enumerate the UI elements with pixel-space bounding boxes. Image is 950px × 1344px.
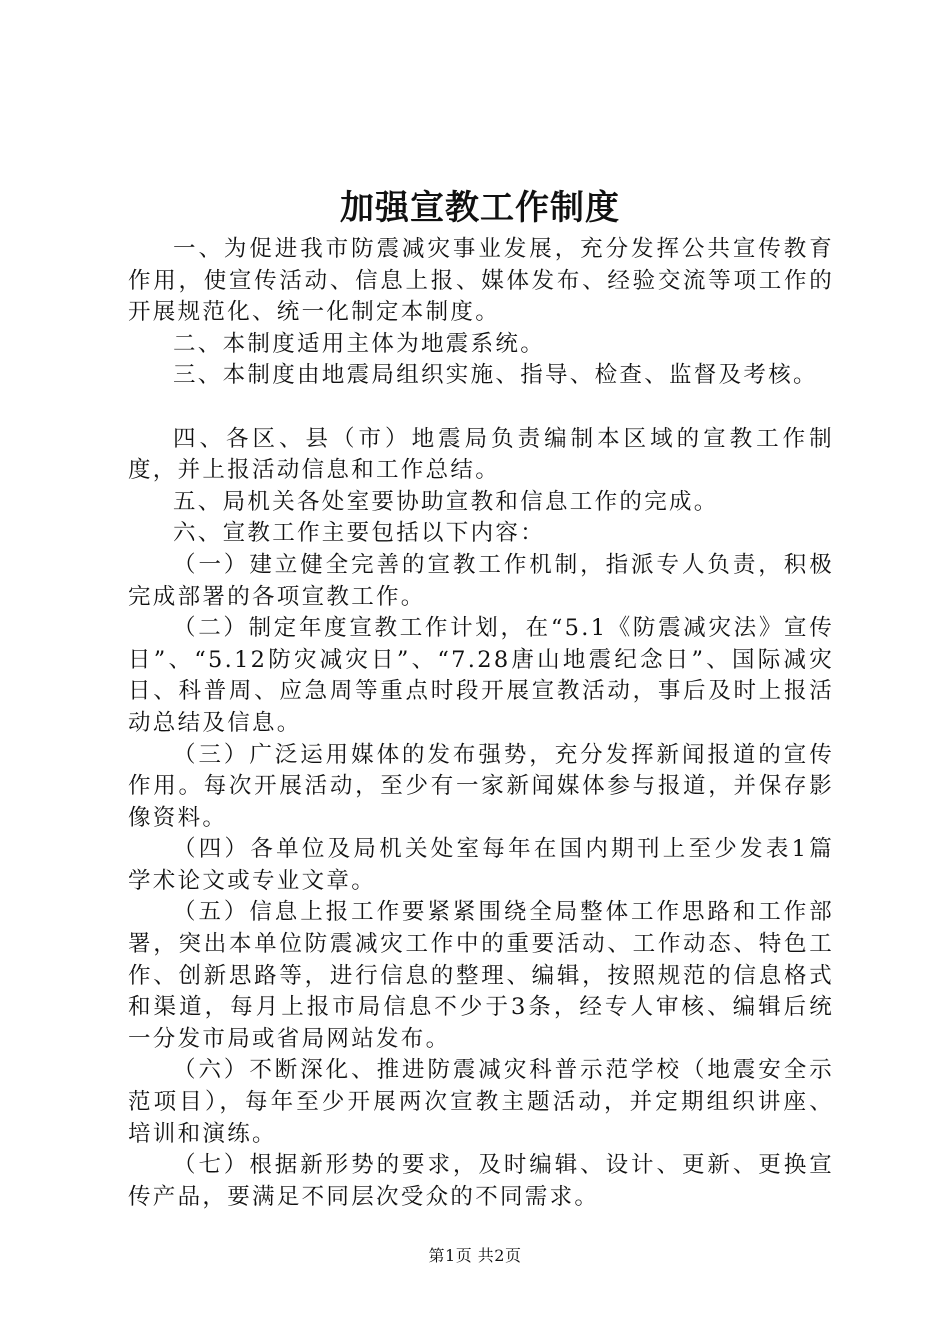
paragraph-3: 三、本制度由地震局组织实施、指导、检查、监督及考核。 xyxy=(173,362,818,389)
paragraph-1: 一、为促进我市防震减灾事业发展，充分发挥公共宣传教育作用，使宣传活动、信息上报、媒体发布、经验交流等项工作的开展规范化、统一化制定本制度。 xyxy=(128,236,834,326)
paragraph-6: 六、宣教工作主要包括以下内容： xyxy=(173,520,546,547)
paragraph-10: （四）各单位及局机关处室每年在国内期刊上至少发表1篇学术论文或专业文章。 xyxy=(128,836,834,894)
paragraph-12: （六）不断深化、推进防震减灾科普示范学校（地震安全示范项目），每年至少开展两次宣教主题活动，并定期组织讲座、培训和演练。 xyxy=(128,1057,834,1147)
paragraph-9: （三）广泛运用媒体的发布强势，充分发挥新闻报道的宣传作用。每次开展活动，至少有一家新闻媒体参与报道，并保存影像资料。 xyxy=(128,741,834,831)
paragraph-5: 五、局机关各处室要协助宣教和信息工作的完成。 xyxy=(173,488,719,515)
document-body xyxy=(128,234,834,1213)
paragraph-2: 二、本制度适用主体为地震系统。 xyxy=(173,330,546,357)
paragraph-8: （二）制定年度宣教工作计划，在“5.1《防震减灾法》宣传日”、“5.12防灾减灾日”、“7.28唐山地震纪念日”、国际减灾日、科普周、应急周等重点时段开展宣教活动，事后及时上报活动总结及信息。 xyxy=(128,615,834,736)
page-number: 第1页 共2页 xyxy=(428,1246,522,1265)
paragraph-4: 四、各区、县（市）地震局负责编制本区域的宣教工作制度，并上报活动信息和工作总结。 xyxy=(128,425,834,484)
paragraph-13: （七）根据新形势的要求，及时编辑、设计、更新、更换宣传产品，要满足不同层次受众的不同需求。 xyxy=(128,1152,834,1210)
paragraph-11: （五）信息上报工作要紧紧围绕全局整体工作思路和工作部署，突出本单位防震减灾工作中的重要活动、工作动态、特色工作、创新思路等，进行信息的整理、编辑，按照规范的信息格式和渠道，每月上报市局信息不少于3条，经专人审核、编辑后统一分发市局或省局网站发布。 xyxy=(128,899,834,1052)
paragraph-7: （一）建立健全完善的宣教工作机制，指派专人负责，积极完成部署的各项宣教工作。 xyxy=(128,551,834,610)
document-title: 加强宣教工作制度 xyxy=(340,188,620,228)
